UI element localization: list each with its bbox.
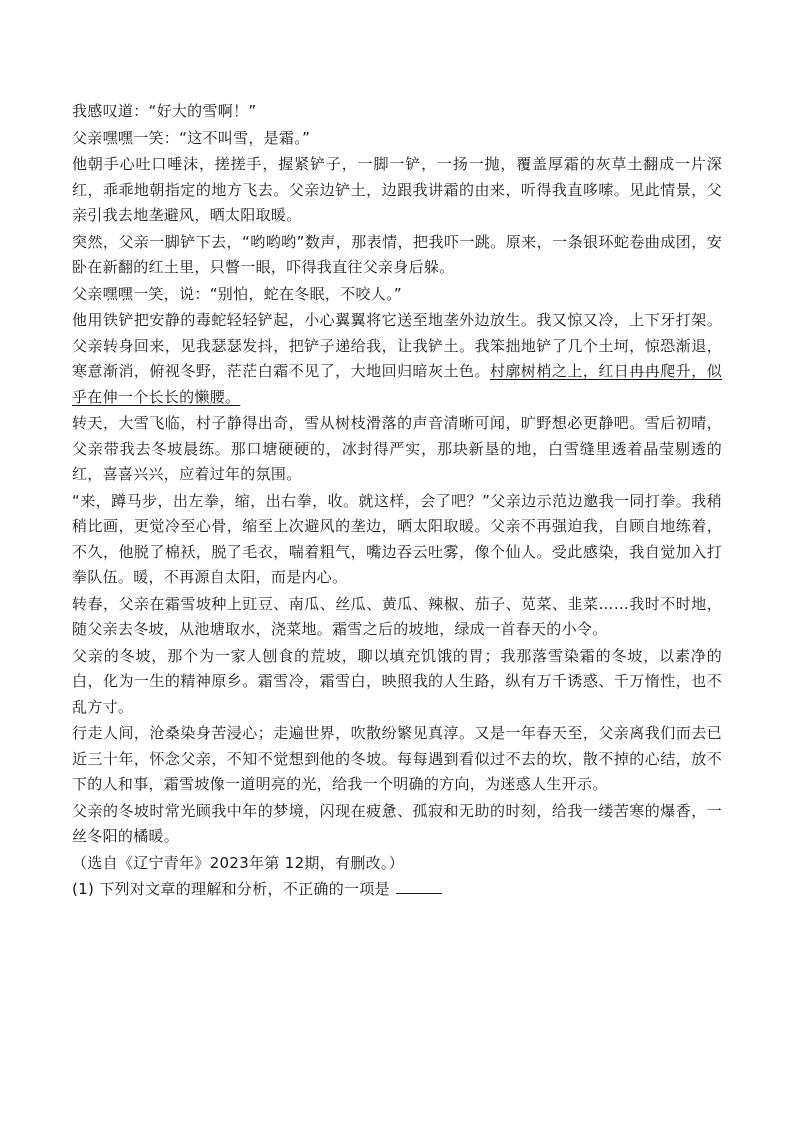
question-line — [72, 877, 722, 903]
paragraph: 我感叹道：“好大的雪啊！” — [72, 102, 257, 120]
paragraph: 父亲的冬坡时常光顾我中年的梦境，闪现在疲惫、孤寂和无助的时刻，给我一缕苦寒的爆香，一丝冬阳的橘暖。 — [72, 801, 722, 845]
paragraph: 突然，父亲一脚铲下去，“哟哟哟”数声，那表情，把我吓一跳。原来，一条银环蛇卷曲成团，安卧在新翻的红土里，只瞥一眼，吓得我直往父亲身后躲。 — [72, 232, 722, 276]
paragraph: 他朝手心吐口唾沫，搓搓手，握紧铲子，一脚一铲，一扬一抛，覆盖厚霜的灰草土翻成一片深红，乖乖地朝指定的地方飞去。父亲边铲土，边跟我讲霜的由来，听得我直哆嗦。见此情景，父亲引我去地垄避风，晒太阳取暖。 — [72, 155, 722, 224]
paragraph-with-underline — [72, 308, 722, 410]
paragraph-text: 他用铁铲把安静的毒蛇轻轻铲起，小心翼翼将它送至地垄外边放生。我又惊又冷，上下牙打架。父亲转身回来，见我瑟瑟发抖，把铲子递给我，让我铲土。我笨拙地铲了几个土坷，惊恐渐退，寒意渐消，俯视冬野，茫茫白霜不见了，大地回归暗灰土色。 — [72, 311, 722, 380]
paragraph: 转春，父亲在霜雪坡种上豇豆、南瓜、丝瓜、黄瓜、辣椒、茄子、苋菜、韭菜……我时不时地，随父亲去冬坡，从池塘取水，浇菜地。霜雪之后的坡地，绿成一首春天的小令。 — [72, 594, 722, 638]
source-citation: （选自《辽宁青年》2023年第 12期，有删改。） — [72, 853, 405, 872]
article-body — [72, 99, 722, 904]
paragraph: 行走人间，沧桑染身苦浸心；走遍世界，吹散纷繁见真淳。又是一年春天至，父亲离我们而去已近三十年，怀念父亲，不知不觉想到他的冬坡。每每遇到看似过不去的坎，散不掉的心结，放不下的人和事，霜雪坡像一道明亮的光，给我一个明确的方向，为迷惑人生开示。 — [72, 724, 722, 793]
paragraph: 父亲嘿嘿一笑：“这不叫雪，是霜。” — [72, 128, 311, 147]
paragraph: 转天，大雪飞临，村子静得出奇，雪从树枝滑落的声音清晰可闻，旷野想必更静吧。雪后初晴，父亲带我去冬坡晨练。那口塘硬硬的，冰封得严实，那块新垦的地，白雪缝里透着晶莹剔透的红，喜喜兴兴，应着过年的氛围。 — [72, 414, 722, 483]
paragraph: “来，蹲马步，出左拳，缩，出右拳，收。就这样，会了吧？”父亲边示范边邀我一同打拳。我稍稍比画，更觉冷至心骨，缩至上次避风的垄边，晒太阳取暖。父亲不再强迫我，自顾自地练着，不久，他脱了棉袄，脱了毛衣，喘着粗气，嘴边吞云吐雾，像个仙人。受此感染，我自觉加入打拳队伍。暖，不再源自太阳，而是内心。 — [72, 491, 722, 586]
paragraph: 父亲嘿嘿一笑，说：“别怕，蛇在冬眠，不咬人。” — [72, 284, 402, 303]
question-text: (1) 下列对文章的理解和分析，不正确的一项是 — [72, 880, 390, 898]
answer-blank[interactable] — [396, 879, 442, 894]
underlined-sentence: 村廓树梢之上，红日冉冉爬升，似乎在伸一个长长的懒腰。 — [72, 362, 722, 406]
paragraph: 父亲的冬坡，那个为一家人刨食的荒坡，聊以填充饥饿的胃；我那落雪染霜的冬坡，以素净的白，化为一生的精神原乡。霜雪冷，霜雪白，映照我的人生路，纵有万千诱惑、千万惰性，也不乱方寸。 — [72, 646, 722, 716]
